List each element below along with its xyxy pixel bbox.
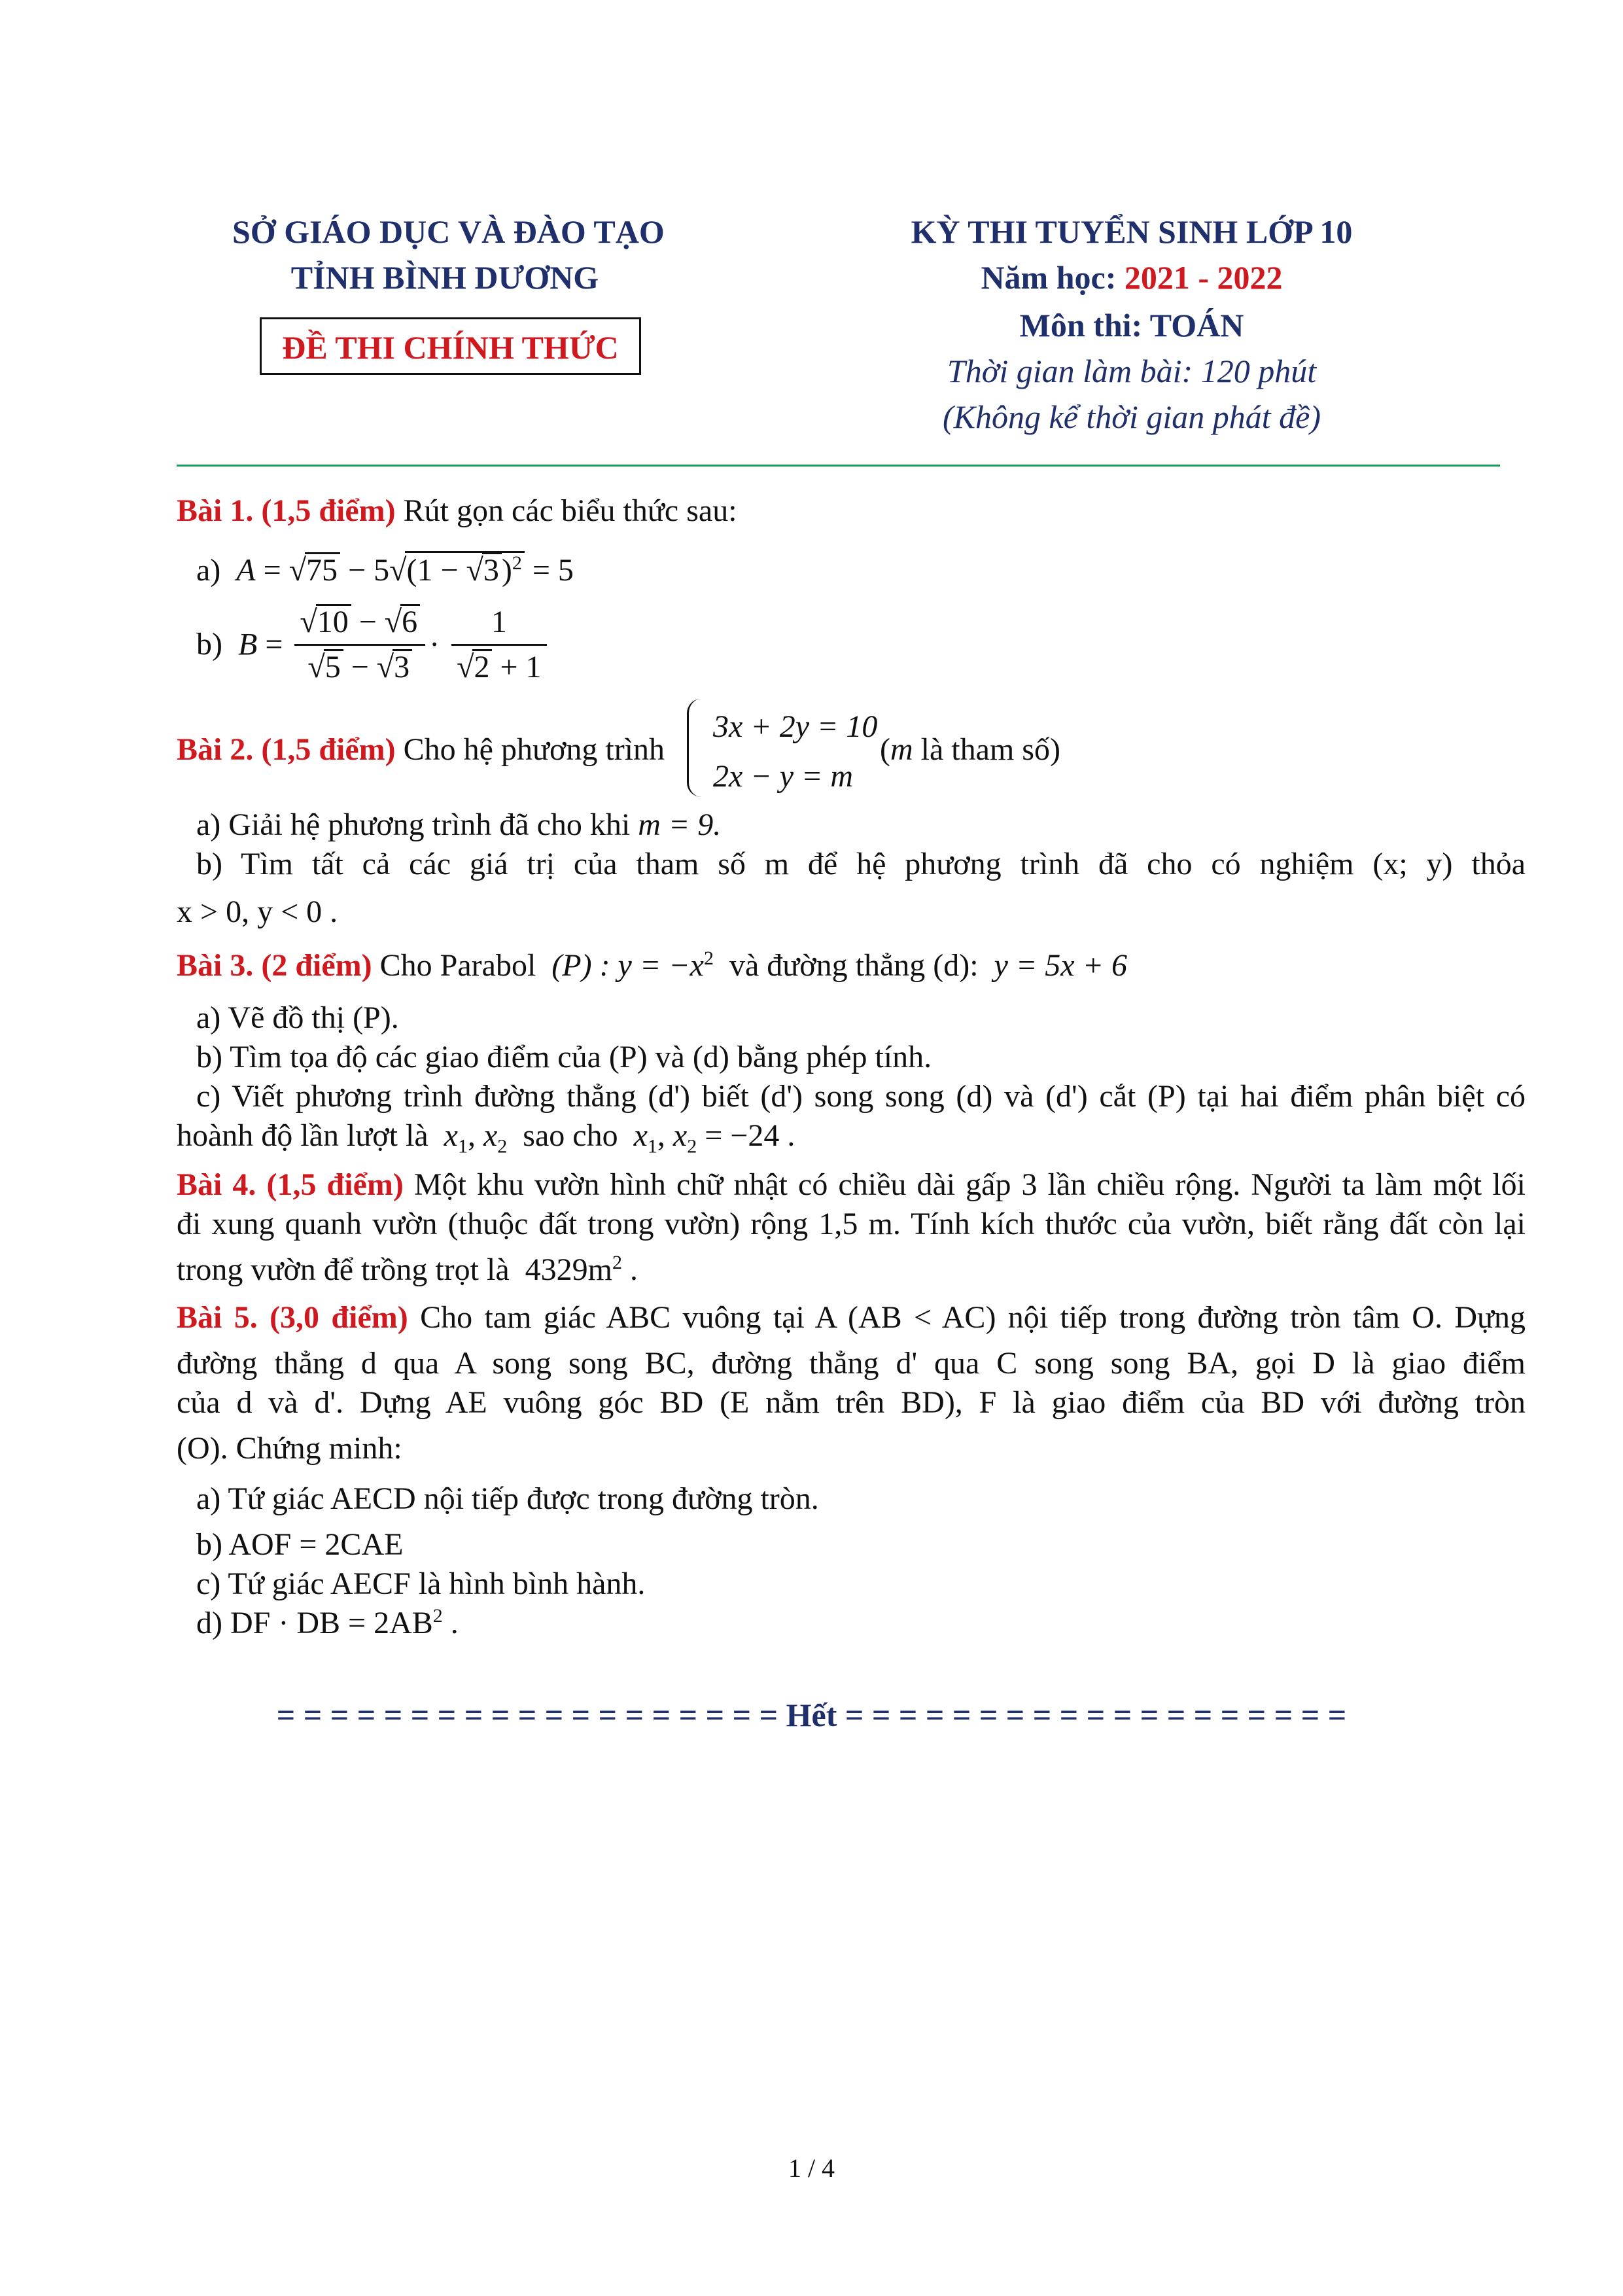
dept-name: SỞ GIÁO DỤC VÀ ĐÀO TẠO	[232, 213, 665, 250]
problem-2-heading: Bài 2. (1,5 điểm) Cho hệ phương trình	[177, 732, 665, 767]
problem-5a: a) Tứ giác AECD nội tiếp được trong đường tròn.	[196, 1481, 819, 1516]
problem-5-line3: của d và d'. Dựng AE vuông góc BD (E nằm trên BD), F là giao điểm của BD với đường tròn	[177, 1385, 1526, 1420]
problem-5d: d) DF · DB = $2AB^2$ .	[196, 1605, 459, 1640]
exam-duration: Thời gian làm bài: 120 phút	[947, 353, 1317, 389]
problem-1-heading: Bài 1. (1,5 điểm) Rút gọn các biểu thức sau:	[177, 493, 737, 528]
problem-3b: b) Tìm tọa độ các giao điểm của (P) và (d) bằng phép tính.	[196, 1040, 932, 1074]
problem-4-title: Bài 4. (1,5 điểm)	[177, 1167, 404, 1202]
problem-1a: a) $A = √75 - 5√(1 - √3)^2 = 5$	[196, 552, 574, 588]
system-brace	[687, 699, 706, 797]
problem-4-line3: trong vườn để trồng trọt là $4329m^2$ .	[177, 1252, 638, 1287]
end-word: Hết	[786, 1697, 837, 1733]
problem-5c: c) Tứ giác AECF là hình bình hành.	[196, 1566, 646, 1601]
problem-3c-cont: hoành độ lần lượt là $x_1$, $x_2$ sao cho $x_1$, $x_2 = -24$ .	[177, 1118, 795, 1157]
province-name: TỈNH BÌNH DƯƠNG	[290, 259, 599, 296]
school-year: Năm học: 2021 - 2022	[981, 259, 1283, 296]
problem-3-heading: Bài 3. (2 điểm) Cho Parabol (P) : $y = -x^2$ và đường thẳng (d): y = 5x + 6	[177, 947, 1127, 983]
problem-3c: c) Viết phương trình đường thẳng (d') biết (d') song song (d) và (d') cắt (P) tại hai điểm phân biệt có	[196, 1079, 1526, 1114]
problem-2b: b) Tìm tất cả các giá trị của tham số m để hệ phương trình đã cho có nghiệm (x; y) thỏa	[196, 847, 1526, 881]
system-equation-2: 2x − y = m	[713, 759, 854, 794]
page-number: 1 / 4	[788, 2153, 835, 2183]
official-exam-label: ĐỀ THI CHÍNH THỨC	[282, 329, 619, 366]
parameter-note: (m là tham số)	[880, 732, 1060, 767]
problem-2-title: Bài 2. (1,5 điểm)	[177, 732, 396, 767]
problem-4-line1: Bài 4. (1,5 điểm) Một khu vườn hình chữ nhật có chiều dài gấp 3 lần chiều rộng. Người ta làm một lối	[177, 1167, 1526, 1202]
problem-3-title: Bài 3. (2 điểm)	[177, 948, 372, 983]
problem-5-line4: (O). Chứng minh:	[177, 1431, 402, 1466]
problem-1-title: Bài 1. (1,5 điểm)	[177, 493, 396, 528]
problem-5-title: Bài 5. (3,0 điểm)	[177, 1300, 408, 1335]
problem-1b: b) B = $\frac{√10 - √6}{√5 - √3}$ · $\frac{1}{√2 + 1}$	[196, 603, 551, 686]
header-divider	[177, 465, 1500, 467]
exam-subject: Môn thi: TOÁN	[1019, 307, 1244, 344]
problem-2b-condition: x > 0, y < 0 .	[177, 894, 338, 929]
end-marker: = = = = = = = = = = = = = = = = = = = Hết = = = = = = = = = = = = = = = = = = =	[276, 1697, 1347, 1733]
problem-3a: a) Vẽ đồ thị (P).	[196, 1000, 399, 1035]
exam-title: KỲ THI TUYỂN SINH LỚP 10	[911, 213, 1353, 250]
exam-note: (Không kể thời gian phát đề)	[943, 398, 1321, 435]
school-year-value: 2021 - 2022	[1124, 259, 1283, 296]
problem-2a: a) Giải hệ phương trình đã cho khi m = 9.	[196, 807, 722, 842]
system-equation-1: 3x + 2y = 10	[713, 709, 878, 744]
problem-5-line1: Bài 5. (3,0 điểm) Cho tam giác ABC vuông tại A (AB < AC) nội tiếp trong đường tròn tâm O. Dựng	[177, 1300, 1526, 1335]
official-exam-box	[260, 317, 641, 375]
problem-5-line2: đường thẳng d qua A song song BC, đường thẳng d' qua C song song BA, gọi D là giao điểm	[177, 1346, 1526, 1381]
problem-5b: b) AOF = 2CAE	[196, 1527, 404, 1562]
problem-4-line2: đi xung quanh vườn (thuộc đất trong vườn) rộng 1,5 m. Tính kích thước của vườn, biết rằng đất còn lại	[177, 1207, 1526, 1241]
